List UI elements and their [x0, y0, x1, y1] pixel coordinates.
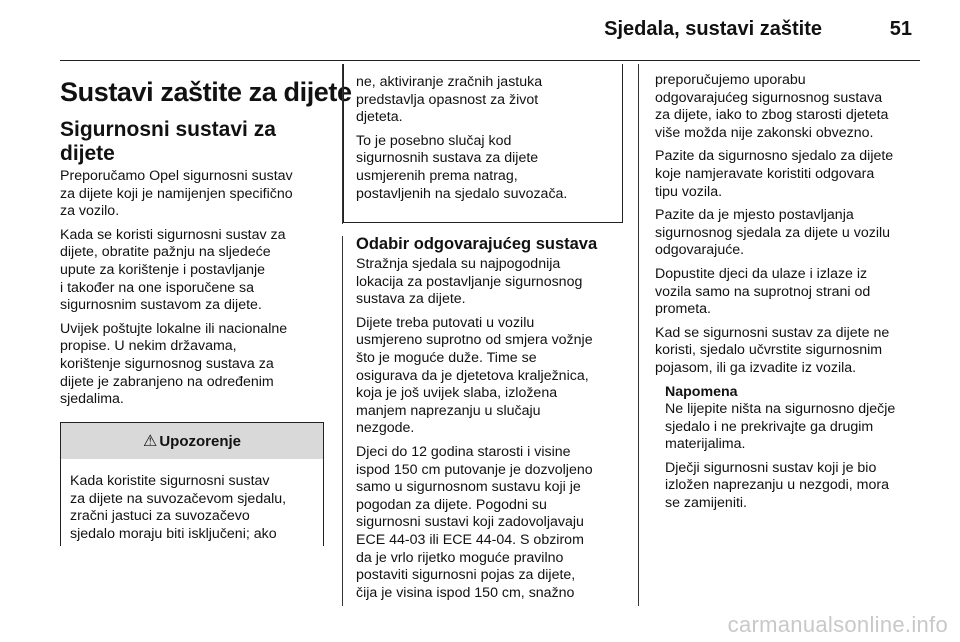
paragraph: Preporučamo Opel sigurnosni sustav za dijete koji je namijenjen specifično za vozilo.: [60, 168, 293, 220]
note-title: Napomena: [665, 383, 738, 400]
paragraph: Stražnja sjedala su najpogodnija lokacija za postavljanje sigurnosnog sustava za dijete.: [356, 256, 583, 308]
page-header: [60, 12, 920, 56]
paragraph: Dijete treba putovati u vozilu usmjereno suprotno od smjera vožnje što je moguće duže. Time se osigurava da je djetetova kralježnica, koja je još uvijek slaba, izložena manjem naprezanju u slučaju nezgode.: [356, 314, 593, 437]
column-2: [356, 234, 626, 608]
paragraph: ne, aktiviranje zračnih jastuka predstavlja opasnost za život djeteta.: [356, 74, 543, 126]
subheading-child-restraint: Sigurnosni sustavi za dijete: [60, 118, 276, 165]
warning-body: Kada koristite sigurnosni sustav za dijete na suvozačevom sjedalu, zračni jastuci za suvozačevo sjedalo moraju biti isključeni; ako: [70, 473, 287, 542]
paragraph: Kada se koristi sigurnosni sustav za dijete, obratite pažnju na sljedeće upute za korištenje i postavljanje i također na one isporučene sa sigurnosnim sustavom za dijete.: [60, 226, 286, 314]
note-paragraph: Ne lijepite ništa na sigurnosno dječje sjedalo i ne prekrivajte ga drugim materijalima.: [665, 401, 896, 453]
watermark: carmanualsonline.info: [727, 612, 948, 637]
note-block: [655, 384, 925, 513]
subheading-choice: Odabir odgovarajućeg sustava: [356, 235, 598, 253]
column-divider: [638, 64, 639, 606]
paragraph: Pazite da je mjesto postavljanja sigurnosnog sjedala za dijete u vozilu odgovarajuće.: [655, 207, 891, 259]
warning-box-continued: [343, 64, 623, 223]
note-paragraph: Dječji sigurnosni sustav koji je bio izložen naprezanju u nezgodi, mora se zamijeniti.: [665, 459, 889, 512]
paragraph: To je posebno slučaj kod sigurnosnih sustava za dijete usmjerenih prema natrag, postavljenih na sjedalo suvozača.: [356, 132, 568, 202]
paragraph: preporučujemo uporabu odgovarajućeg sigurnosnog sustava za dijete, iako to zbog starosti djeteta više možda nije zakonski obvezno.: [655, 72, 889, 141]
header-divider: [60, 60, 920, 61]
paragraph: Pazite da sigurnosno sjedalo za dijete koje namjeravate koristiti odgovara tipu vozila.: [655, 148, 894, 200]
column-divider: [342, 236, 343, 606]
warning-box: [60, 422, 324, 546]
warning-title: Upozorenje: [159, 432, 242, 450]
warning-triangle-icon: ⚠: [142, 433, 158, 450]
column-3: [655, 72, 925, 519]
column-1: [60, 64, 352, 415]
page-number: 51: [889, 18, 912, 40]
paragraph: Djeci do 12 godina starosti i visine ispod 150 cm putovanje je dozvoljeno samo u sigurnosnom sustavu koji je pogodan za dijete. Pogodni su sigurnosni sustavi koji zadovoljavaju ECE 44-03 ili ECE 44-04. S obzirom da je vrlo rijetko moguće pravilno postaviti sigurnosni pojas za dijete, čija je visina ispod 150 cm, snažno: [356, 443, 593, 601]
paragraph: Dopustite djeci da ulaze i izlaze iz vozila samo na suprotnoj strani od prometa.: [655, 265, 871, 318]
paragraph: Uvijek poštujte lokalne ili nacionalne propise. U nekim državama, korištenje sigurnosnog sustava za dijete je zabranjeno na određenim sjedalima.: [60, 320, 288, 408]
paragraph: Kad se sigurnosni sustav za dijete ne koristi, sjedalo učvrstite sigurnosnim pojasom, ili ga izvadite iz vozila.: [655, 324, 890, 376]
section-title: Sustavi zaštite za dijete: [60, 77, 352, 107]
running-title: Sjedala, sustavi zaštite: [604, 18, 822, 40]
warning-header: [61, 422, 323, 459]
